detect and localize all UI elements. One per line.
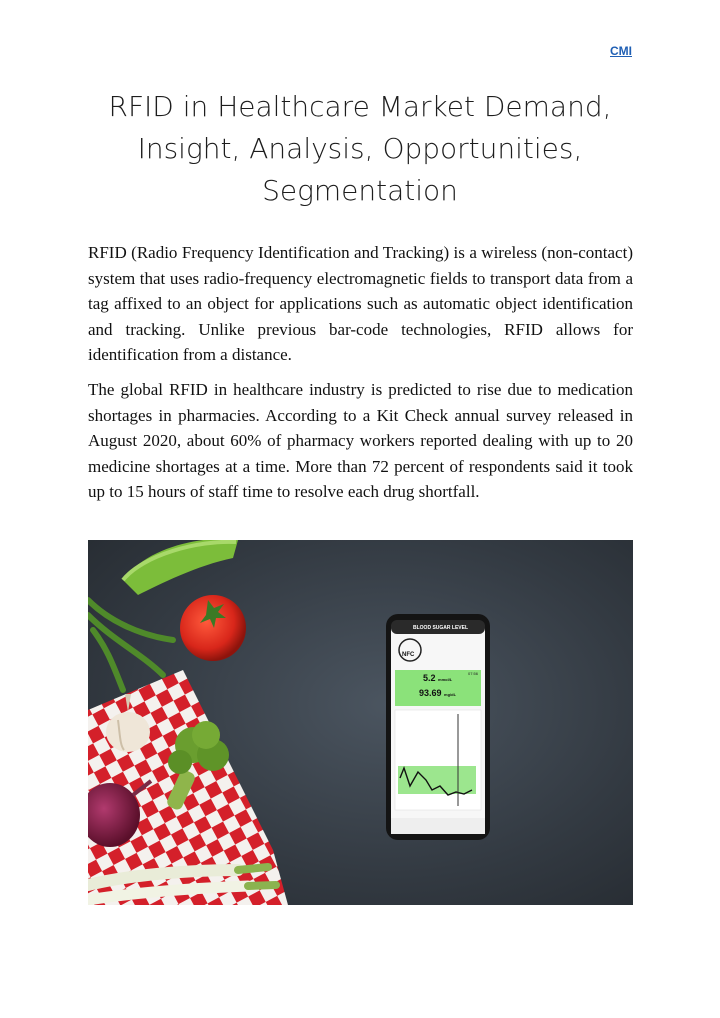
mmol-unit: mmol/L bbox=[438, 677, 453, 682]
cucumber-image bbox=[123, 540, 238, 595]
paragraph-rfid-definition: RFID (Radio Frequency Identification and Tracking) is a wireless (non-contact) system that uses radio-frequency electromagnetic fields to transport data from a tag affixed to an object for applications such as automatic object identification and tracking. Unlike previous bar-code technologies, RFID allows for identification from a distance. bbox=[88, 243, 633, 364]
glucose-mmol-value bbox=[423, 673, 452, 683]
phone-screen-title: BLOOD SUGAR LEVEL bbox=[413, 625, 469, 631]
reading-time: 07:56 bbox=[468, 671, 479, 676]
paragraph-market-growth: The global RFID in healthcare industry is predicted to rise due to medication shortages in pharmacies. According to a Kit Check annual survey released in August 2020, about 60% of pharmacy workers reported dealing with up to 20 medicine shortages at a time. More than 72 percent of respondents said it took up to 15 hours of staff time to resolve each drug shortfall. bbox=[88, 380, 633, 501]
nfc-label: NFC bbox=[402, 652, 415, 658]
title-line-2: Insight, Analysis, Opportunities, bbox=[137, 132, 583, 165]
glucose-mg-value bbox=[419, 688, 456, 698]
green-beans-image bbox=[88, 600, 173, 690]
title-line-3: Segmentation bbox=[262, 174, 458, 207]
header-logo-link[interactable]: CMI bbox=[610, 44, 632, 58]
title-line-1: RFID in Healthcare Market Demand, bbox=[108, 90, 612, 123]
smartphone-image bbox=[386, 614, 490, 840]
tomato-image bbox=[180, 595, 246, 661]
photo-phone-and-vegetables bbox=[88, 540, 633, 905]
mg-value: 93.69 bbox=[419, 688, 442, 698]
mmol-value: 5.2 bbox=[423, 673, 436, 683]
page-title bbox=[80, 86, 640, 212]
mg-unit: mg/dL bbox=[444, 692, 457, 697]
